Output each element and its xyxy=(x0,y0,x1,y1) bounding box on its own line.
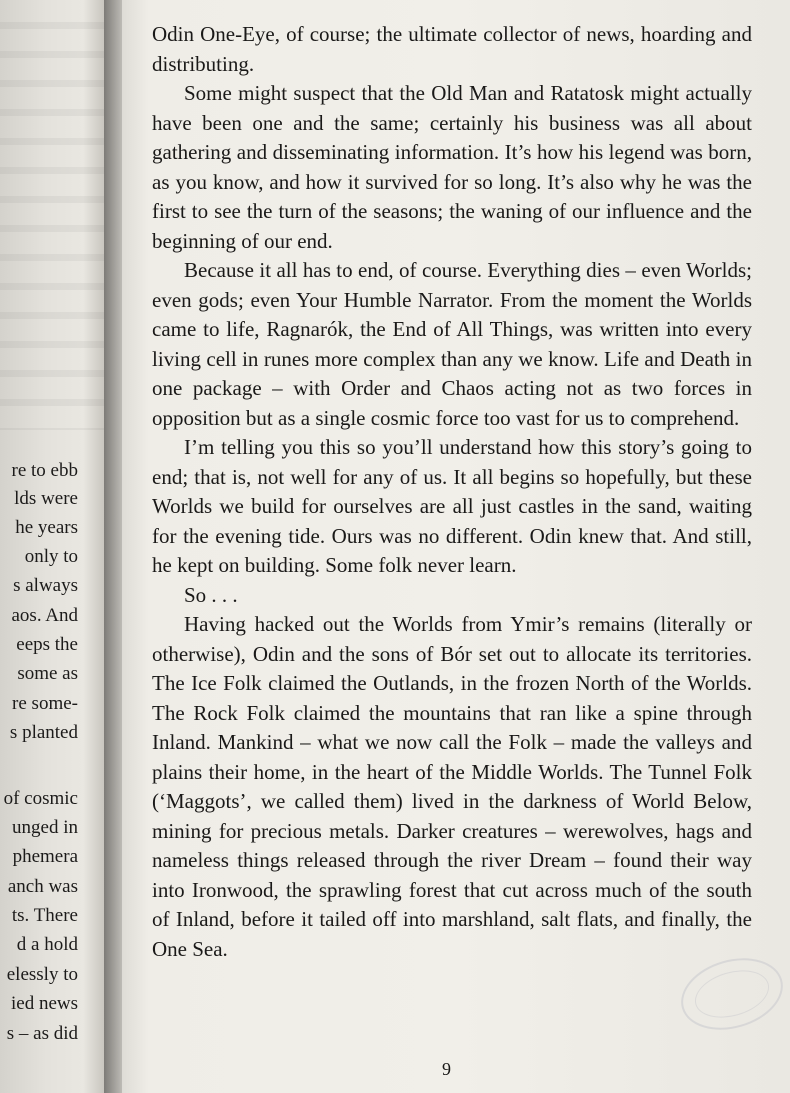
left-page-edge xyxy=(0,0,104,1093)
left-page-line: anch was xyxy=(7,876,78,897)
paragraph: I’m telling you this so you’ll understand how this story’s going to end; that is, not well for any of us. It all begins so hopefully, but these Worlds we build for ourselves are all just castles in the sand, waiting for the evening tide. Ours was no different. Odin knew that. And still, he kept on building. Some folk never learn. xyxy=(152,435,752,577)
paragraph: So . . . xyxy=(184,582,238,607)
show-through-text xyxy=(0,0,104,430)
paragraph: Some might suspect that the Old Man and Ratatosk might actually have been one and the same; certainly his business was all about gathering and disseminating information. It’s how his legend was born, as you know, and how it survived for so long. It’s also why he was the first to see the turn of the seasons; the waning of our influence and the beginning of our end. xyxy=(152,81,752,253)
paragraph: Because it all has to end, of course. Everything dies – even Worlds; even gods; even Your Humble Narrator. From the moment the Worlds came to life, Ragnarók, the End of All Things, was written into every living cell in runes more complex than any we know. Life and Death in one package – with Order and Chaos acting not as two forces in opposition but as a single cosmic force too vast for us to comprehend. xyxy=(152,258,752,430)
left-page-line: only to xyxy=(24,546,78,567)
left-page-line: s planted xyxy=(9,722,78,743)
left-page-line: unged in xyxy=(12,817,78,838)
left-page-line: re to ebb xyxy=(11,460,78,481)
left-page-line: s always xyxy=(13,575,78,596)
left-page-line: elessly to xyxy=(6,964,78,985)
left-page-line: he years xyxy=(15,517,78,538)
paragraph: Odin One-Eye, of course; the ultimate collector of news, hoarding and distributing. xyxy=(152,22,752,76)
left-page-line: eeps the xyxy=(16,634,78,655)
left-page-line: ts. There xyxy=(11,905,78,926)
left-page-line: some as xyxy=(17,663,78,684)
page-number: 9 xyxy=(442,1059,451,1079)
left-page-line: ied news xyxy=(10,993,78,1014)
paragraph: Having hacked out the Worlds from Ymir’s remains (literally or otherwise), Odin and the sons of Bór set out to allocate its territories. The Ice Folk claimed the Outlands, in the frozen North of the Worlds. The Rock Folk claimed the mountains that ran like a spine through Inland. Mankind – what we now call the Folk – made the valleys and plains their home, in the heart of the Middle Worlds. The Tunnel Folk (‘Maggots’, we called them) lived in the darkness of World Below, mining for precious metals. Darker creatures – werewolves, hags and nameless things released through the river Dream – found their way into Ironwood, the sprawling forest that cut across much of the south of Inland, before it tailed off into marshland, salt flats, and finally, the One Sea. xyxy=(152,612,752,961)
left-page-line: of cosmic xyxy=(3,788,78,809)
left-page-line: aos. And xyxy=(11,605,78,626)
left-page-line: lds were xyxy=(14,488,78,509)
left-page-line: d a hold xyxy=(16,934,78,955)
left-page-line: phemera xyxy=(12,846,78,867)
body-text xyxy=(152,20,752,964)
left-page-line: s – as did xyxy=(6,1023,78,1044)
left-page-line: re some- xyxy=(12,693,78,714)
right-page xyxy=(122,0,790,1093)
